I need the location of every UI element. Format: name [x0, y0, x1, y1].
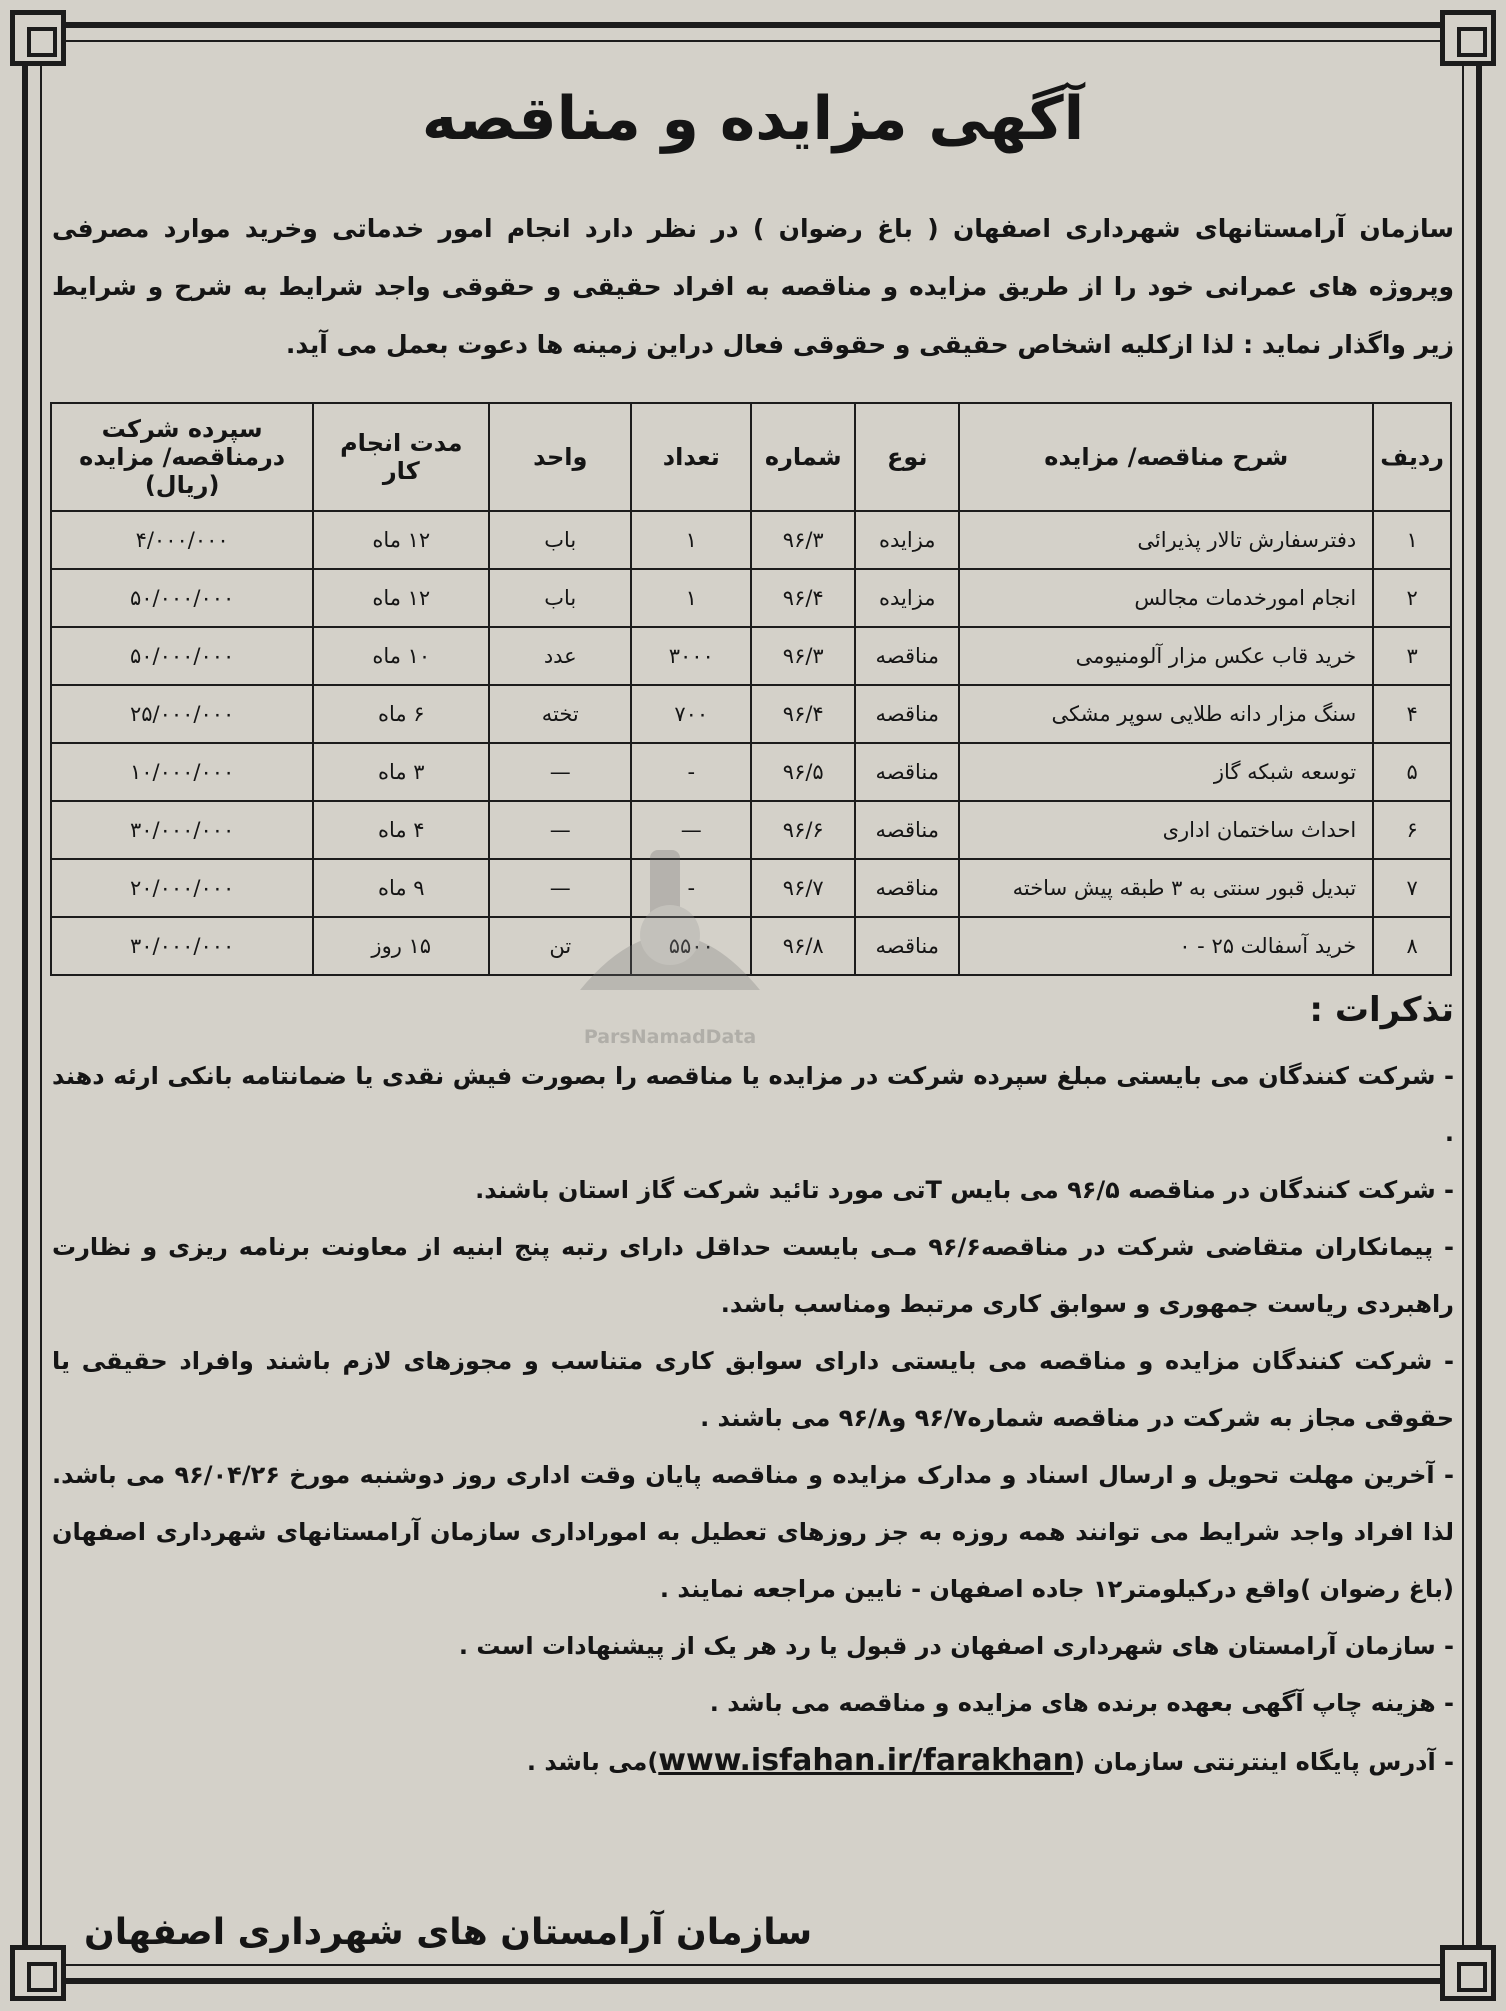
notes-title: تذکرات : [1309, 990, 1454, 1030]
cell-count: ۳۰۰۰ [631, 627, 751, 685]
cell-number: ۹۶/۵ [751, 743, 855, 801]
note-item: - پیمانکاران متقاضی شرکت در مناقصه۹۶/۶ مـی بایست حداقل دارای رتبه پنج ابنیه از معاونت برنامه ریزی و نظارت راهبردی ریاست جمهوری و سوابق کاری مرتبط ومناسب باشد. [52, 1233, 1454, 1318]
cell-duration: ۱۵ روز [313, 917, 489, 975]
cell-row: ۳ [1373, 627, 1451, 685]
cell-unit: — [489, 859, 631, 917]
cell-duration: ۹ ماه [313, 859, 489, 917]
cell-count: ۷۰۰ [631, 685, 751, 743]
cell-deposit: ۳۰/۰۰۰/۰۰۰ [51, 801, 313, 859]
watermark-text: ParsNamadData [583, 1026, 757, 1048]
table-row [51, 511, 1451, 569]
cell-count: ۱ [631, 511, 751, 569]
cell-desc: خرید قاب عکس مزار آلومنیومی [959, 627, 1373, 685]
cell-number: ۹۶/۸ [751, 917, 855, 975]
cell-duration: ۴ ماه [313, 801, 489, 859]
cell-row: ۴ [1373, 685, 1451, 743]
cell-desc: تبدیل قبور سنتی به ۳ طبقه پیش ساخته [959, 859, 1373, 917]
cell-deposit: ۲۰/۰۰۰/۰۰۰ [51, 859, 313, 917]
cell-type: مناقصه [855, 801, 959, 859]
notes-list [52, 1048, 1454, 1791]
cell-desc: سنگ مزار دانه طلایی سوپر مشکی [959, 685, 1373, 743]
cell-desc: احداث ساختمان اداری [959, 801, 1373, 859]
cell-type: مناقصه [855, 743, 959, 801]
cell-duration: ۱۲ ماه [313, 569, 489, 627]
cell-deposit: ۲۵/۰۰۰/۰۰۰ [51, 685, 313, 743]
table-row [51, 685, 1451, 743]
intro-paragraph: سازمان آرامستانهای شهرداری اصفهان ( باغ رضوان ) در نظر دارد انجام امور خدماتی وخرید موارد مصرفی وپروژه های عمرانی خود را از طریق مزایده و مناقصه به افراد حقیقی و حقوقی واجد شرایط به شرح و شرایط زیر واگذار نماید : لذا ازکلیه اشخاص حقیقی و حقوقی فعال دراین زمینه ها دعوت بعمل می آید. [52, 214, 1454, 359]
cell-duration: ۱۰ ماه [313, 627, 489, 685]
header-unit: واحد [489, 403, 631, 511]
cell-desc: خرید آسفالت ۲۵ - ۰ [959, 917, 1373, 975]
corner-ornament-top-left [10, 10, 66, 66]
cell-count: - [631, 743, 751, 801]
cell-row: ۲ [1373, 569, 1451, 627]
header-type: نوع [855, 403, 959, 511]
cell-deposit: ۳۰/۰۰۰/۰۰۰ [51, 917, 313, 975]
cell-unit: تن [489, 917, 631, 975]
cell-type: مناقصه [855, 685, 959, 743]
cell-desc: انجام امورخدمات مجالس [959, 569, 1373, 627]
cell-duration: ۳ ماه [313, 743, 489, 801]
table-row [51, 801, 1451, 859]
cell-row: ۵ [1373, 743, 1451, 801]
cell-type: مناقصه [855, 627, 959, 685]
corner-ornament-top-right [1440, 10, 1496, 66]
cell-unit: — [489, 801, 631, 859]
cell-count: - [631, 859, 751, 917]
website-link[interactable]: www.isfahan.ir/farakhan [658, 1743, 1074, 1778]
cell-type: مزایده [855, 569, 959, 627]
notice-title: آگهی مزایده و مناقصه [421, 84, 1085, 154]
cell-desc: دفترسفارش تالار پذیرائی [959, 511, 1373, 569]
cell-row: ۶ [1373, 801, 1451, 859]
cell-count: ۱ [631, 569, 751, 627]
table-row [51, 917, 1451, 975]
note-item: - آخرین مهلت تحویل و ارسال اسناد و مدارک مزایده و مناقصه پایان وقت اداری روز دوشنبه مورخ ۹۶/۰۴/۲۶ می باشد. لذا افراد واجد شرایط می توانند همه روزه به جز روزهای تعطیل به اموراداری سازمان آرامستانهای شهرداری اصفهان (باغ رضوان )واقع درکیلومتر۱۲ جاده اصفهان - نایین مراجعه نمایند . [52, 1461, 1454, 1603]
cell-row: ۱ [1373, 511, 1451, 569]
address-prefix: - آدرس پایگاه اینترنتی سازمان ( [1074, 1748, 1454, 1776]
header-row-number: ردیف [1373, 403, 1451, 511]
cell-unit: عدد [489, 627, 631, 685]
cell-count: ۵۵۰۰ [631, 917, 751, 975]
table-row [51, 627, 1451, 685]
table-header-row [51, 403, 1451, 511]
cell-deposit: ۵۰/۰۰۰/۰۰۰ [51, 569, 313, 627]
cell-count: — [631, 801, 751, 859]
tender-table [50, 402, 1452, 976]
cell-row: ۷ [1373, 859, 1451, 917]
corner-ornament-bottom-right [1440, 1945, 1496, 2001]
header-number: شماره [751, 403, 855, 511]
cell-duration: ۶ ماه [313, 685, 489, 743]
header-count: تعداد [631, 403, 751, 511]
note-item: - شرکت کنندگان در مناقصه ۹۶/۵ می بایس Tتی مورد تائید شرکت گاز استان باشند. [475, 1176, 1454, 1204]
cell-number: ۹۶/۳ [751, 511, 855, 569]
header-deposit: سپرده شرکت درمناقصه/ مزایده (ریال) [51, 403, 313, 511]
cell-number: ۹۶/۳ [751, 627, 855, 685]
cell-type: مناقصه [855, 859, 959, 917]
cell-number: ۹۶/۴ [751, 685, 855, 743]
cell-number: ۹۶/۴ [751, 569, 855, 627]
corner-ornament-bottom-left [10, 1945, 66, 2001]
header-description: شرح مناقصه/ مزایده [959, 403, 1373, 511]
table-row [51, 569, 1451, 627]
cell-deposit: ۱۰/۰۰۰/۰۰۰ [51, 743, 313, 801]
cell-number: ۹۶/۶ [751, 801, 855, 859]
cell-deposit: ۵۰/۰۰۰/۰۰۰ [51, 627, 313, 685]
note-item: - شرکت کنندگان مزایده و مناقصه می بایستی دارای سوابق کاری متناسب و مجوزهای لازم باشند وافراد حقیقی یا حقوقی مجاز به شرکت در مناقصه شماره۹۶/۷ و۹۶/۸ می باشند . [52, 1347, 1454, 1432]
cell-deposit: ۴/۰۰۰/۰۰۰ [51, 511, 313, 569]
cell-unit: باب [489, 511, 631, 569]
note-address [52, 1732, 1454, 1791]
address-suffix: )می باشد . [526, 1748, 659, 1776]
cell-type: مناقصه [855, 917, 959, 975]
table-row [51, 743, 1451, 801]
note-item: - هزینه چاپ آگهی بعهده برنده های مزایده و مناقصه می باشد . [709, 1689, 1454, 1717]
cell-type: مزایده [855, 511, 959, 569]
cell-duration: ۱۲ ماه [313, 511, 489, 569]
cell-desc: توسعه شبکه گاز [959, 743, 1373, 801]
cell-number: ۹۶/۷ [751, 859, 855, 917]
note-item: - شرکت کنندگان می بایستی مبلغ سپرده شرکت در مزایده یا مناقصه را بصورت فیش نقدی یا ضمانتامه بانکی ارئه دهند . [52, 1062, 1454, 1147]
cell-unit: — [489, 743, 631, 801]
signature: سازمان آرامستان های شهرداری اصفهان [84, 1912, 813, 1953]
cell-unit: تخته [489, 685, 631, 743]
cell-row: ۸ [1373, 917, 1451, 975]
cell-unit: باب [489, 569, 631, 627]
table-row [51, 859, 1451, 917]
header-duration: مدت انجام کار [313, 403, 489, 511]
note-item: - سازمان آرامستان های شهرداری اصفهان در قبول یا رد هر یک از پیشنهادات است . [458, 1632, 1454, 1660]
